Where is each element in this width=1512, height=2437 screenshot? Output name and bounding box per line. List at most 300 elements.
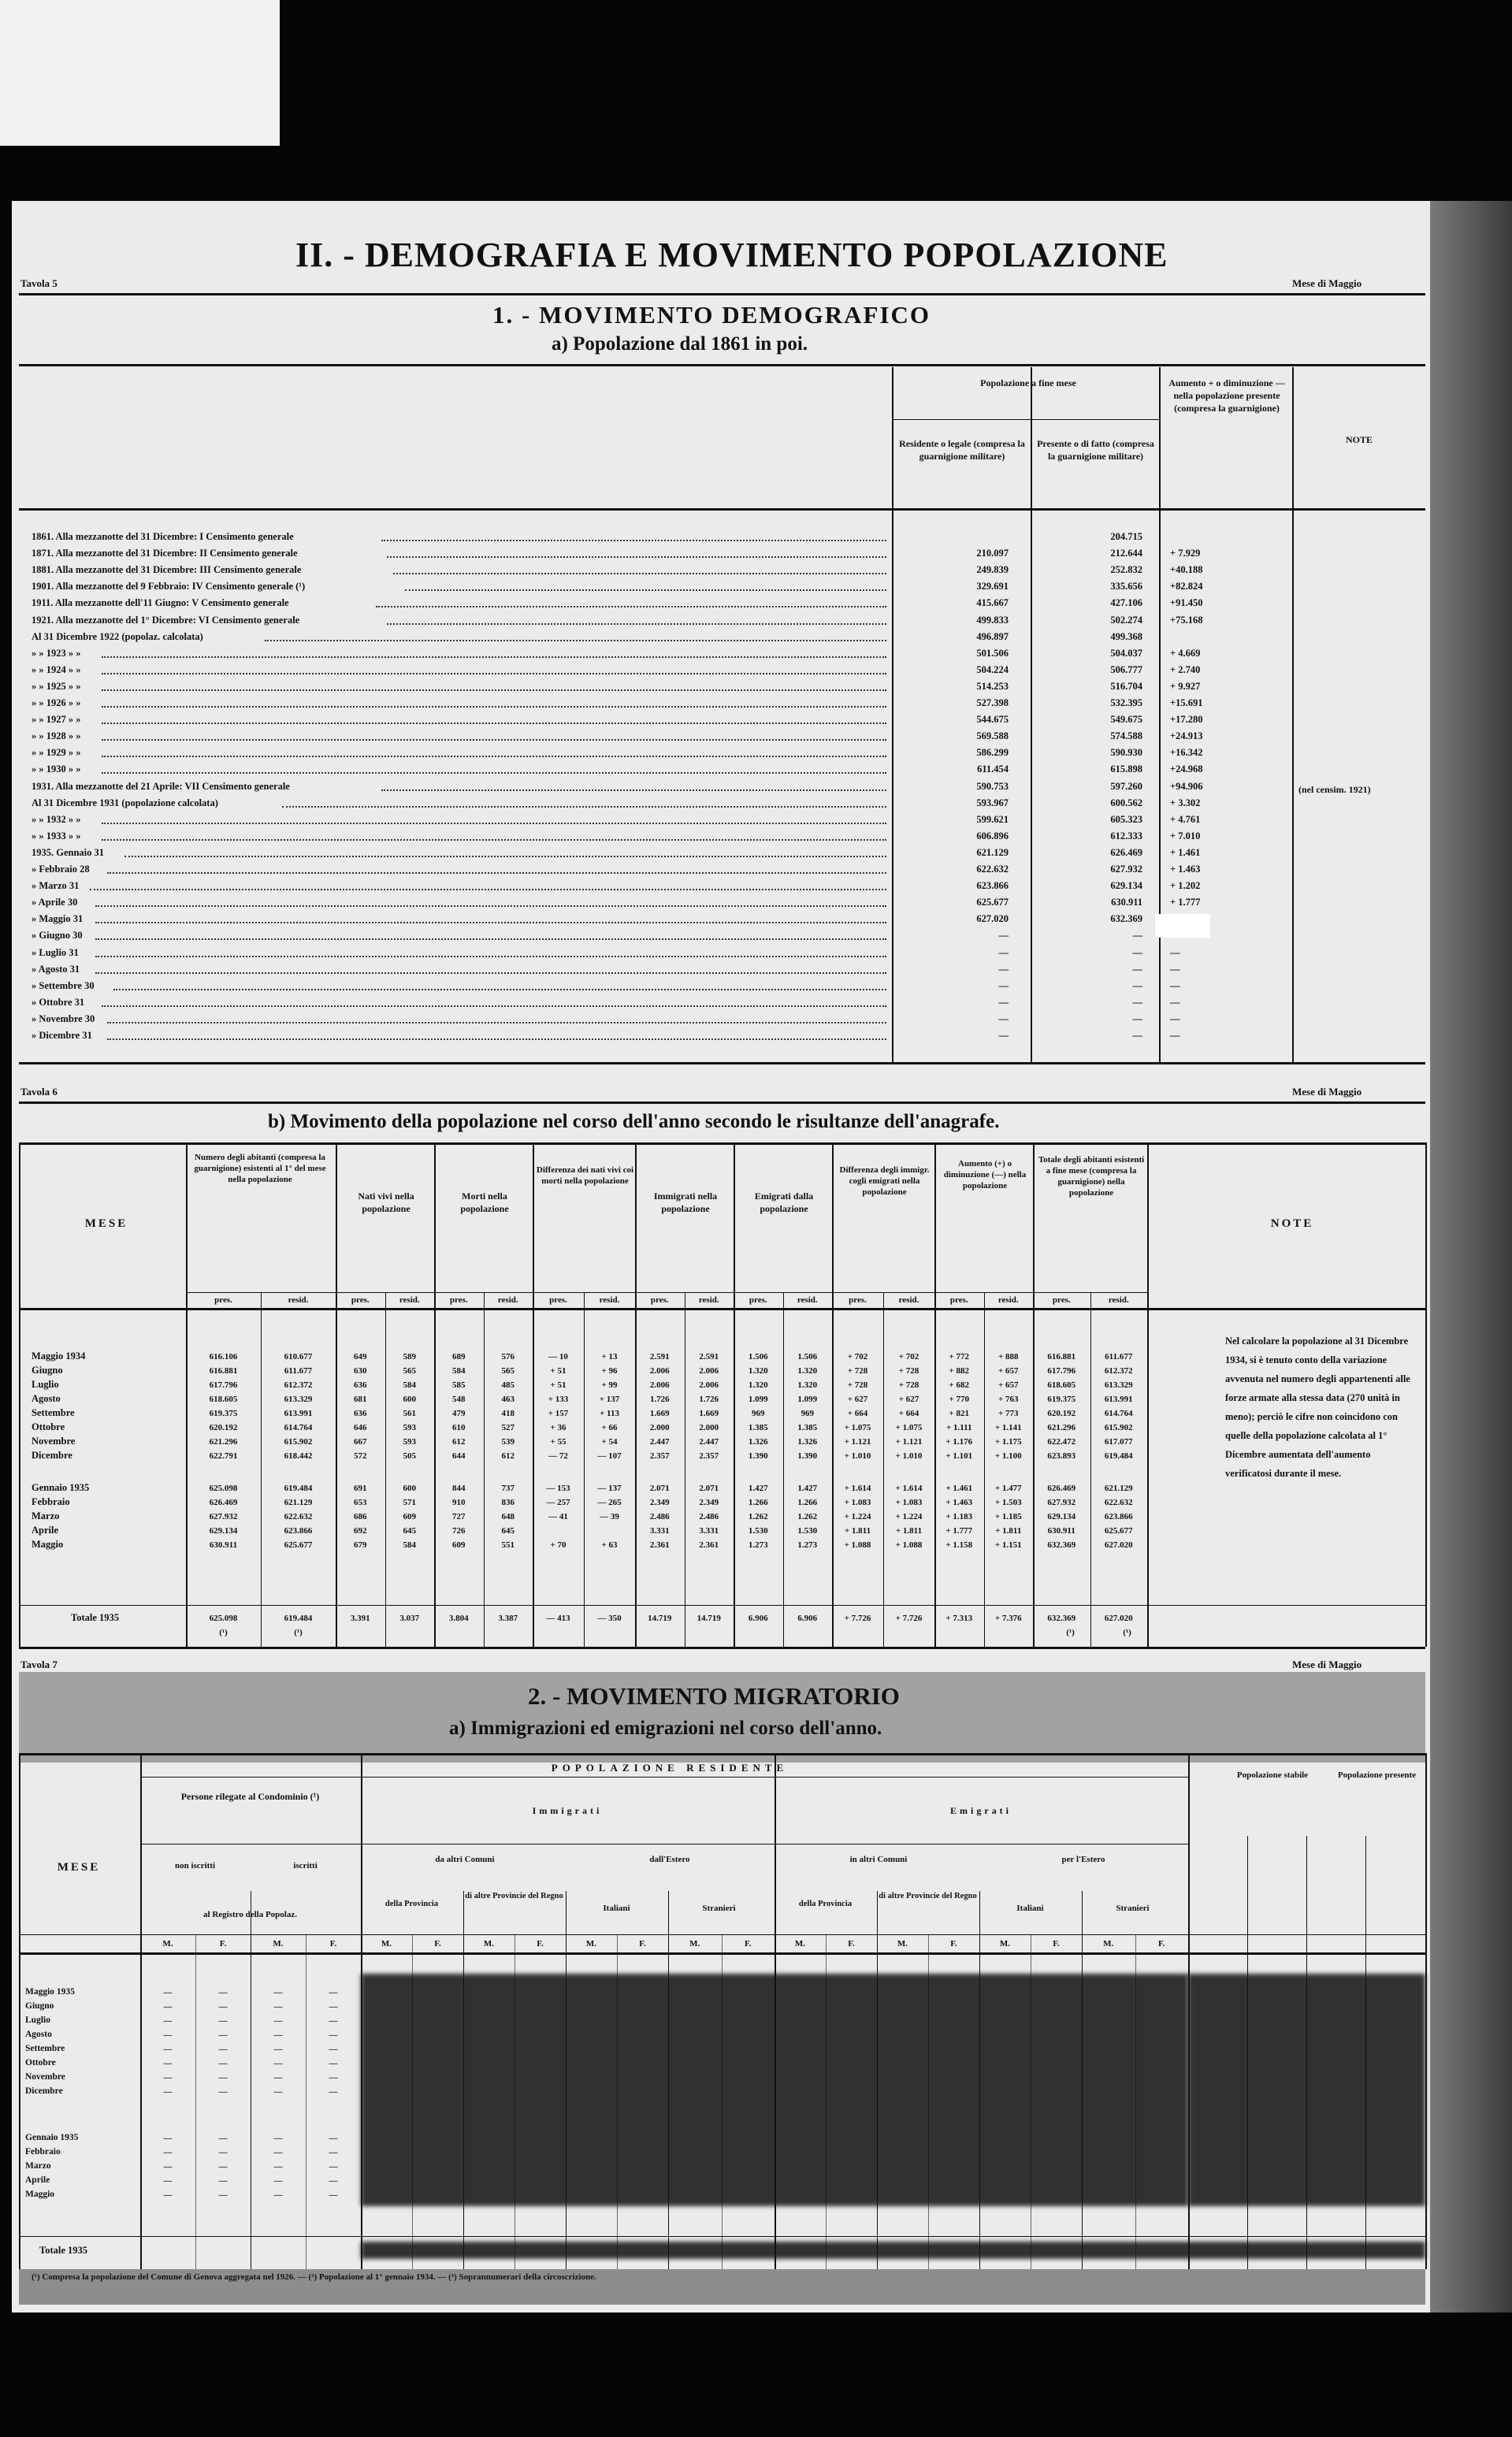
total-cell: 6.906 — [797, 1614, 818, 1623]
table-cell: 625.677 — [1104, 1526, 1133, 1536]
cell-presente: 600.562 — [1110, 797, 1142, 808]
row-month: Giugno — [25, 2001, 54, 2011]
row-label: » » 1932 » » — [32, 813, 81, 825]
sub-header-resid: resid. — [399, 1295, 420, 1305]
cell-presente: 427.106 — [1110, 597, 1142, 609]
table-cell: 612.372 — [284, 1380, 313, 1390]
table-cell: 1.390 — [797, 1451, 818, 1461]
cell-residente: — — [998, 979, 1009, 991]
table-cell: + 821 — [949, 1409, 970, 1418]
table-cell: 629.134 — [1047, 1512, 1076, 1521]
row-month: Dicembre — [32, 1450, 72, 1461]
sub-header-pres: pres. — [949, 1295, 968, 1305]
cell-presente: 632.369 — [1110, 913, 1142, 925]
table-c-title: a) Immigrazioni ed emigrazioni nel corso dell'anno. — [449, 1718, 882, 1739]
table-cell: 620.192 — [1047, 1409, 1076, 1418]
table-cell: + 627 — [847, 1395, 868, 1404]
table-cell: + 763 — [997, 1395, 1019, 1404]
scan-border — [280, 0, 1512, 146]
table-cell: 691 — [354, 1484, 367, 1493]
total-cell: 627.020 — [1104, 1614, 1133, 1623]
row-month: Aprile — [25, 2175, 50, 2185]
cell-presente: 504.037 — [1110, 647, 1142, 659]
month-label: Mese di Maggio — [1292, 1659, 1362, 1670]
total-cell: 625.098 — [209, 1614, 238, 1623]
table-cell: 2.000 — [699, 1423, 719, 1432]
table-cell: 646 — [354, 1423, 367, 1432]
leader-dots — [102, 673, 886, 674]
cell-aumento: + 2.740 — [1170, 663, 1201, 675]
dash-cell: — — [218, 2073, 228, 2082]
cell-residente: 329.691 — [976, 581, 1009, 593]
table-cell: + 1.461 — [945, 1484, 973, 1493]
table-cell: 620.192 — [209, 1423, 238, 1432]
table-cell: + 1.503 — [994, 1498, 1022, 1507]
header-rule — [19, 1934, 1425, 1935]
cell-aumento: +40.188 — [1170, 564, 1203, 576]
header-altri-comuni: da altri Comuni — [435, 1855, 495, 1864]
table-cell: + 1.224 — [844, 1512, 871, 1521]
cell-aumento: +91.450 — [1170, 597, 1203, 609]
header-in-altri: in altri Comuni — [849, 1855, 908, 1864]
dash-cell: — — [163, 2073, 173, 2082]
leader-dots — [113, 989, 886, 990]
table-cell: + 1.010 — [844, 1451, 871, 1461]
row-month: Agosto — [25, 2030, 52, 2039]
table-cell: 1.326 — [797, 1437, 818, 1447]
cell-residente: 249.839 — [976, 564, 1009, 576]
table-cell: 571 — [403, 1498, 416, 1507]
table-cell: 505 — [403, 1451, 416, 1461]
column-rule — [1147, 1142, 1149, 1647]
sub-column-rule — [783, 1292, 784, 1647]
table-cell: 600 — [403, 1484, 416, 1493]
table-cell: + 1.477 — [994, 1484, 1022, 1493]
cell-presente: 502.274 — [1110, 614, 1142, 626]
row-label: 1911. Alla mezzanotte dell'11 Giugno: V Censimento generale — [32, 597, 289, 609]
table-cell: 616.881 — [209, 1366, 238, 1376]
leader-dots — [102, 689, 886, 691]
cell-residente: 611.454 — [977, 763, 1009, 775]
header-residente: Residente o legale (compresa la guarnigione militare) — [899, 438, 1025, 462]
table-cell: 1.669 — [649, 1409, 670, 1418]
cell-presente: — — [1132, 1030, 1142, 1041]
leader-dots — [387, 623, 886, 625]
table-cell: 630.911 — [1047, 1526, 1075, 1536]
leader-dots — [95, 972, 886, 974]
header-bottom — [19, 1952, 1425, 1955]
cell-presente: 335.656 — [1110, 581, 1142, 593]
row-month: Agosto — [32, 1393, 61, 1404]
leader-dots — [381, 540, 886, 541]
table-cell: + 1.777 — [945, 1526, 973, 1536]
total-label: Totale 1935 — [71, 1612, 119, 1623]
header-presente: Presente o di fatto (compresa la guarnigione militare) — [1037, 438, 1154, 462]
table-cell: 2.591 — [699, 1352, 719, 1362]
total-footnote-mark: (¹) — [1066, 1628, 1075, 1637]
table-cell: 622.472 — [1047, 1437, 1076, 1447]
cell-aumento: + 1.461 — [1170, 846, 1201, 858]
header-immigrati: Immigrati nella popolazione — [653, 1191, 718, 1214]
row-label: » Maggio 31 — [32, 913, 84, 925]
table-cell: 622.632 — [284, 1512, 313, 1521]
mf-header: F. — [950, 1939, 957, 1948]
table-cell: + 1.083 — [895, 1498, 923, 1507]
table-b-title: b) Movimento della popolazione nel corso dell'anno secondo le risultanze dell'anagrafe. — [268, 1111, 1000, 1132]
cell-residente: — — [998, 1030, 1009, 1041]
table-cell: 623.866 — [1104, 1512, 1133, 1521]
dash-cell: — — [273, 2045, 283, 2054]
table-cell: 584 — [452, 1366, 466, 1376]
sub-header-pres: pres. — [351, 1295, 370, 1305]
table-cell: 1.320 — [797, 1380, 818, 1390]
cell-residente: 586.299 — [976, 747, 1009, 759]
table-cell: 632.369 — [1047, 1540, 1076, 1550]
page-title: II. - DEMOGRAFIA E MOVIMENTO POPOLAZIONE — [295, 236, 1168, 274]
cell-residente: 514.253 — [976, 680, 1009, 692]
row-label: » Marzo 31 — [32, 880, 80, 892]
table-cell: 737 — [501, 1484, 515, 1493]
table-cell: + 63 — [601, 1540, 618, 1550]
leader-dots — [102, 772, 886, 774]
row-label: 1901. Alla mezzanotte del 9 Febbraio: IV Censimento generale (¹) — [32, 581, 306, 593]
table-cell: + 1.121 — [844, 1437, 871, 1447]
table-cell: 644 — [452, 1451, 466, 1461]
table-cell: 593 — [403, 1437, 416, 1447]
table-cell: + 51 — [550, 1380, 567, 1390]
cell-residente: 501.506 — [976, 647, 1009, 659]
divider — [19, 1142, 1425, 1145]
table-cell: + 13 — [601, 1352, 618, 1362]
cell-aumento — [1170, 530, 1265, 544]
mf-header: M. — [162, 1939, 173, 1948]
total-cell: — 413 — [546, 1614, 570, 1623]
total-cell: 6.906 — [748, 1614, 768, 1623]
row-label: » » 1923 » » — [32, 647, 81, 659]
cell-aumento: +16.342 — [1170, 747, 1203, 759]
sub-header-resid: resid. — [898, 1295, 919, 1305]
header-numero: Numero degli abitanti (compresa la guarnigione) esistenti al 1° del mese nella popolazione — [194, 1153, 326, 1184]
cell-aumento: + 7.010 — [1170, 830, 1201, 841]
total-footnote-mark: (¹) — [1123, 1628, 1131, 1637]
table-cell: — 153 — [546, 1484, 570, 1493]
mf-header: M. — [689, 1939, 700, 1948]
table-cell: 1.726 — [699, 1395, 719, 1404]
mf-header: M. — [483, 1939, 495, 1948]
table-cell: 565 — [403, 1366, 416, 1376]
cell-presente: — — [1132, 963, 1142, 975]
row-month: Febbraio — [25, 2147, 61, 2157]
table-cell: 3.331 — [649, 1526, 670, 1536]
table-cell: 611.677 — [284, 1366, 313, 1376]
tavola-label: Tavola 5 — [20, 277, 58, 289]
table-cell: 686 — [354, 1512, 367, 1521]
table-cell: 1.099 — [748, 1395, 768, 1404]
leader-dots — [107, 872, 886, 874]
table-cell: 2.361 — [699, 1540, 719, 1550]
table-cell: 1.385 — [797, 1423, 818, 1432]
table-cell: + 728 — [847, 1380, 868, 1390]
leader-dots — [393, 573, 886, 574]
table-cell: + 664 — [847, 1409, 868, 1418]
table-cell: 2.361 — [649, 1540, 670, 1550]
dash-cell: — — [329, 2059, 338, 2068]
table-cell: 621.129 — [1104, 1484, 1133, 1493]
cell-residente: 210.097 — [976, 548, 1009, 559]
total-rule — [19, 2236, 1425, 2237]
table-cell: 629.134 — [209, 1526, 238, 1536]
dash-cell: — — [218, 2190, 228, 2200]
sub-header-pres: pres. — [449, 1295, 468, 1305]
table-cell: 623.893 — [1047, 1451, 1076, 1461]
table-cell: 548 — [452, 1395, 466, 1404]
leader-dots — [381, 789, 886, 791]
table-cell: + 1.075 — [844, 1423, 871, 1432]
row-label: » » 1926 » » — [32, 697, 81, 708]
cell-aumento: + 4.669 — [1170, 647, 1201, 659]
row-label: Al 31 Dicembre 1922 (popolaz. calcolata) — [32, 630, 203, 642]
table-cell: 2.000 — [649, 1423, 670, 1432]
header-mese-c: MESE — [57, 1861, 101, 1874]
header-popolazione-residente: POPOLAZIONE RESIDENTE — [551, 1762, 789, 1774]
table-cell: 653 — [354, 1498, 367, 1507]
cell-presente: 549.675 — [1110, 714, 1142, 726]
table-cell: 617.796 — [209, 1380, 238, 1390]
cell-residente: 621.129 — [976, 846, 1009, 858]
header-stranieri: Stranieri — [702, 1904, 736, 1913]
table-cell: + 770 — [949, 1395, 970, 1404]
table-cell: + 36 — [550, 1423, 567, 1432]
table-cell: 619.375 — [1047, 1395, 1076, 1404]
leader-dots — [95, 922, 886, 923]
sub-header-resid: resid. — [599, 1295, 620, 1305]
illegible-data — [1188, 1974, 1425, 2206]
table-cell: 2.349 — [699, 1498, 719, 1507]
row-label: » » 1927 » » — [32, 714, 81, 726]
header-altre-provincie2: di altre Provincie del Regno — [879, 1892, 977, 1900]
table-cell: 969 — [801, 1409, 814, 1418]
sub-column-rule — [1090, 1292, 1091, 1647]
table-cell: 463 — [501, 1395, 515, 1404]
row-month: Luglio — [32, 1379, 59, 1390]
table-cell: 612 — [452, 1437, 466, 1447]
table-cell: + 1.075 — [895, 1423, 923, 1432]
cell-aumento: — — [1170, 979, 1180, 991]
table-cell: 1.506 — [797, 1352, 818, 1362]
table-cell: 1.427 — [748, 1484, 768, 1493]
table-cell: 649 — [354, 1352, 367, 1362]
table-cell: — 107 — [597, 1451, 622, 1461]
cell-presente: — — [1132, 946, 1142, 958]
mf-rule — [140, 1934, 141, 2269]
scan-border-bottom — [0, 2313, 1512, 2437]
table-cell: 1.669 — [699, 1409, 719, 1418]
table-cell: — 41 — [548, 1512, 568, 1521]
header-provincia: della Provincia — [385, 1900, 439, 1908]
total-cell: + 7.726 — [895, 1614, 923, 1623]
cell-residente: 544.675 — [976, 714, 1009, 726]
cell-residente: 415.667 — [976, 597, 1009, 609]
table-cell: + 1.010 — [895, 1451, 923, 1461]
illegible-data — [361, 2242, 1425, 2259]
row-label: » Agosto 31 — [32, 963, 80, 975]
leader-dots — [102, 756, 886, 757]
table-cell: + 1.083 — [844, 1498, 871, 1507]
row-label: 1921. Alla mezzanotte del 1° Dicembre: VI Censimento generale — [32, 614, 300, 626]
illegible-data — [361, 1974, 1188, 2206]
cell-aumento: + 7.929 — [1170, 548, 1201, 559]
header-aumento-b: Aumento (+) o diminuzione (—) nella popolazione — [943, 1159, 1027, 1191]
cell-residente: 593.967 — [976, 797, 1009, 808]
table-cell: + 1.811 — [895, 1526, 923, 1536]
dash-cell: — — [329, 2030, 338, 2040]
table-cell: — 10 — [548, 1352, 568, 1362]
total-cell: 14.719 — [648, 1614, 672, 1623]
table-cell: 621.296 — [209, 1437, 238, 1447]
table-cell: 613.329 — [1104, 1380, 1133, 1390]
sub-header-pres: pres. — [549, 1295, 567, 1305]
table-cell: 610.677 — [284, 1352, 313, 1362]
cell-presente: 499.368 — [1110, 630, 1142, 642]
table-cell: 2.447 — [649, 1437, 670, 1447]
row-label: » » 1930 » » — [32, 763, 81, 775]
leader-dots — [102, 656, 886, 658]
row-label: » » 1933 » » — [32, 830, 81, 841]
table-cell: 2.447 — [699, 1437, 719, 1447]
cell-presente: 532.395 — [1110, 697, 1142, 708]
cell-presente: 630.911 — [1111, 897, 1142, 908]
table-cell: + 888 — [997, 1352, 1019, 1362]
leader-dots — [95, 905, 886, 907]
table-cell: 618.442 — [284, 1451, 313, 1461]
table-cell: 836 — [501, 1498, 515, 1507]
table-cell: 636 — [354, 1409, 367, 1418]
table-cell: 726 — [452, 1526, 466, 1536]
cell-aumento: +15.691 — [1170, 697, 1203, 708]
cell-aumento: + 1.463 — [1170, 864, 1201, 875]
mf-header: M. — [999, 1939, 1011, 1948]
row-label: 1881. Alla mezzanotte del 31 Dicembre: III Censimento generale — [32, 564, 302, 576]
total-cell: 3.387 — [498, 1614, 518, 1623]
mf-header: M. — [897, 1939, 908, 1948]
row-month: Aprile — [32, 1525, 59, 1536]
mf-rule — [195, 1934, 196, 2269]
table-cell: 1.320 — [748, 1366, 768, 1376]
dash-cell: — — [273, 2134, 283, 2143]
row-month: Maggio — [32, 1539, 64, 1550]
total-cell: + 7.376 — [994, 1614, 1022, 1623]
table-cell: + 627 — [898, 1395, 919, 1404]
total-cell: 14.719 — [697, 1614, 721, 1623]
table-cell: 1.266 — [748, 1498, 768, 1507]
cell-presente: 615.898 — [1110, 763, 1142, 775]
header-differenza: Differenza dei nati vivi coi morti nella popolazione — [536, 1165, 634, 1186]
row-month: Maggio 1935 — [25, 1987, 75, 1997]
table-cell: + 1.088 — [895, 1540, 923, 1550]
table-cell: 648 — [501, 1512, 515, 1521]
table-cell: 2.006 — [699, 1366, 719, 1376]
table-cell: 584 — [403, 1380, 416, 1390]
dash-cell: — — [273, 2148, 283, 2157]
header-emigrati-c: Emigrati — [950, 1805, 1012, 1816]
leader-dots — [102, 839, 886, 841]
table-cell: 1.427 — [797, 1484, 818, 1493]
leader-dots — [282, 806, 886, 808]
table-cell: — 39 — [600, 1512, 619, 1521]
leader-dots — [102, 823, 886, 824]
cell-aumento: + 9.927 — [1170, 680, 1201, 692]
mf-header: F. — [537, 1939, 544, 1948]
table-cell: 613.991 — [284, 1409, 313, 1418]
header-persone: Persone rilegate al Condominio (¹) — [180, 1791, 320, 1802]
table-cell: 630.911 — [209, 1540, 238, 1550]
table-cell: + 728 — [898, 1380, 919, 1390]
dash-cell: — — [163, 2162, 173, 2171]
sub-column-rule — [484, 1292, 485, 1647]
cell-residente: 504.224 — [976, 663, 1009, 675]
row-month: Luglio — [25, 2015, 50, 2025]
table-cell: + 657 — [997, 1366, 1019, 1376]
cell-aumento: + 4.761 — [1170, 813, 1201, 825]
table-cell: 622.791 — [209, 1451, 238, 1461]
table-cell: 2.486 — [699, 1512, 719, 1521]
dash-cell: — — [163, 2190, 173, 2200]
dash-cell: — — [218, 2059, 228, 2068]
row-label: Al 31 Dicembre 1931 (popolazione calcolata) — [32, 797, 218, 808]
cell-aumento: +17.280 — [1170, 714, 1203, 726]
sub-header-pres: pres. — [849, 1295, 867, 1305]
table-cell: 479 — [452, 1409, 466, 1418]
leader-dots — [405, 589, 886, 591]
table-cell: 593 — [403, 1423, 416, 1432]
leader-dots — [90, 889, 886, 890]
table-cell: 2.486 — [649, 1512, 670, 1521]
dash-cell: — — [163, 2148, 173, 2157]
header-morti: Morti nella popolazione — [460, 1191, 509, 1214]
table-cell: + 772 — [949, 1352, 970, 1362]
table-cell: 1.390 — [748, 1451, 768, 1461]
month-label: Mese di Maggio — [1292, 1086, 1362, 1098]
mf-header: F. — [848, 1939, 855, 1948]
table-cell: + 66 — [601, 1423, 618, 1432]
table-cell: 2.357 — [699, 1451, 719, 1461]
dash-cell: — — [273, 2087, 283, 2097]
table-cell: + 657 — [997, 1380, 1019, 1390]
table-cell: + 1.100 — [994, 1451, 1022, 1461]
total-label: Totale 1935 — [39, 2245, 87, 2256]
header-altre-provincie: di altre Provincie del Regno — [465, 1892, 563, 1900]
table-cell: + 1.175 — [994, 1437, 1022, 1447]
cell-aumento: + 1.202 — [1170, 880, 1201, 892]
tavola-label: Tavola 6 — [20, 1086, 58, 1098]
table-cell: 618.605 — [209, 1395, 238, 1404]
footnote: (¹) Compresa la popolazione del Comune di Genova aggregata nel 1926. — (²) Popolazione al 1° gennaio 1934. — (³) Soprannumerari della circoscrizione. — [32, 2272, 596, 2282]
cell-residente: — — [998, 946, 1009, 958]
table-cell: 584 — [403, 1540, 416, 1550]
sub-header-resid: resid. — [797, 1295, 818, 1305]
table-cell: 617.796 — [1047, 1366, 1076, 1376]
dash-cell: — — [329, 2045, 338, 2054]
row-label: » Giugno 30 — [32, 930, 83, 942]
table-cell: 2.071 — [699, 1484, 719, 1493]
cell-presente: — — [1132, 979, 1142, 991]
dash-cell: — — [329, 1988, 338, 1997]
table-cell: 485 — [501, 1380, 515, 1390]
table-cell: 614.764 — [1104, 1409, 1133, 1418]
cell-presente: — — [1132, 996, 1142, 1008]
cell-residente: 527.398 — [976, 697, 1009, 708]
table-cell: 2.357 — [649, 1451, 670, 1461]
